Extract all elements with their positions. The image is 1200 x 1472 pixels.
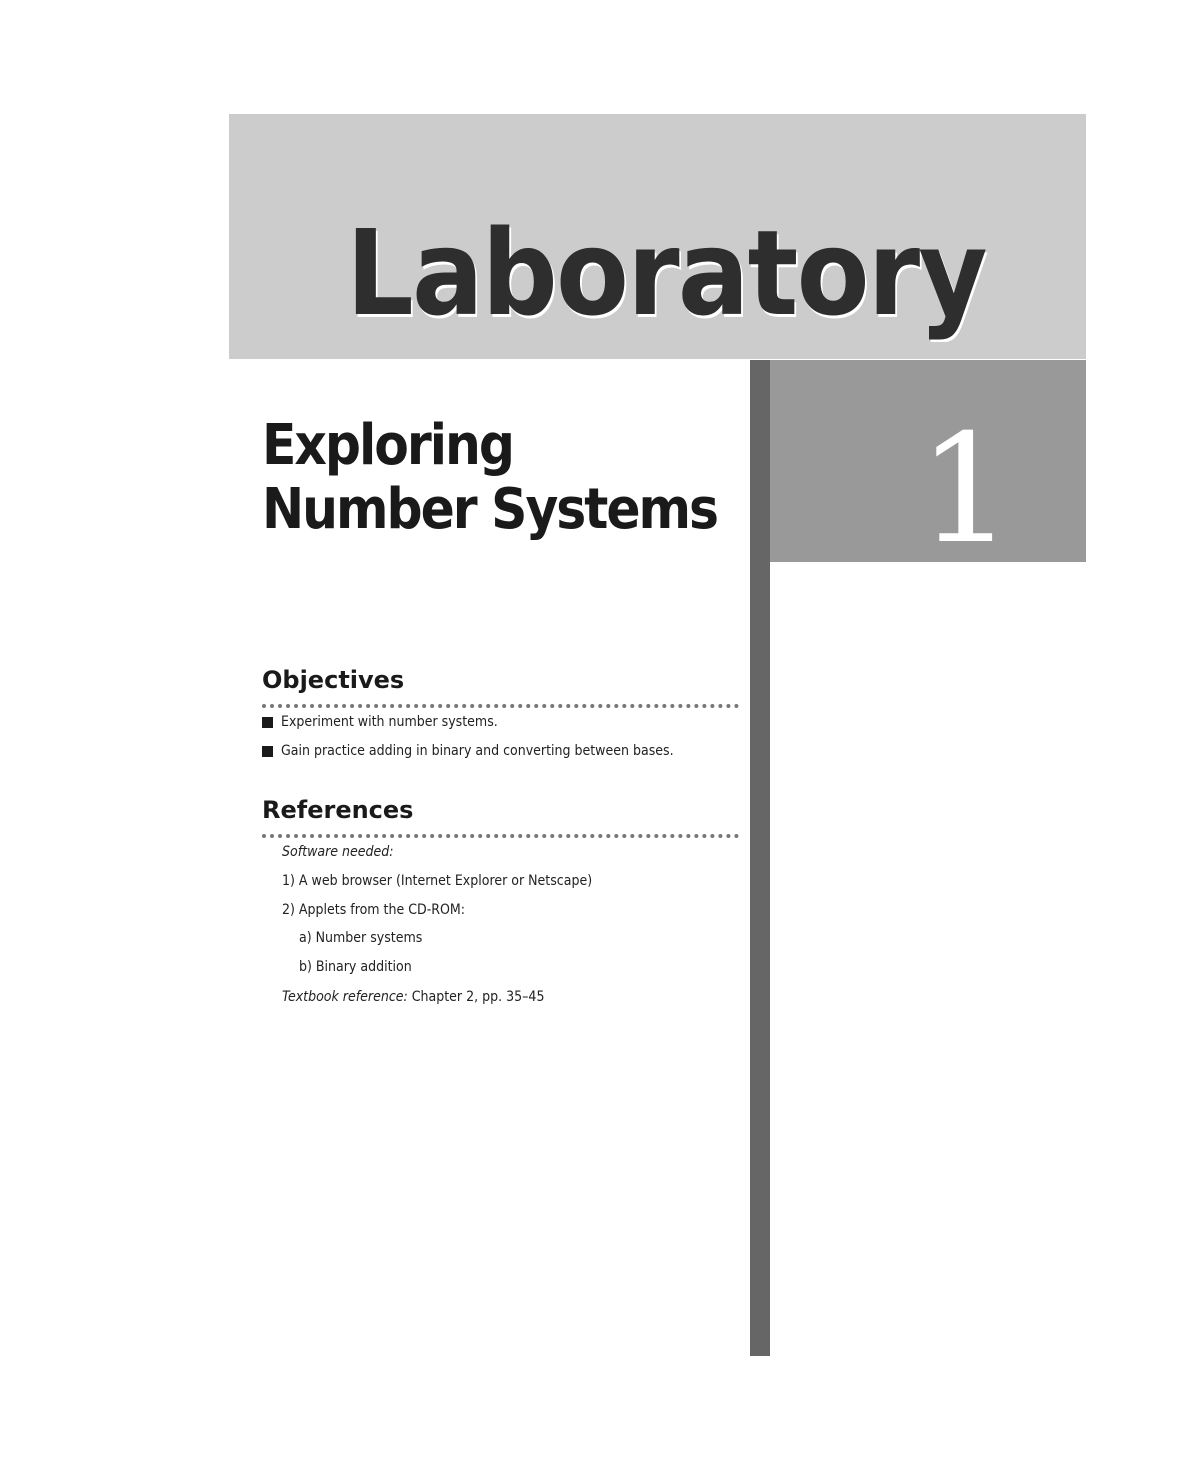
objective-item xyxy=(262,743,674,759)
reference-item: 2) Applets from the CD-ROM: xyxy=(282,902,466,918)
objective-text: Gain practice adding in binary and converting between bases. xyxy=(281,743,674,759)
references-heading: References xyxy=(262,796,414,824)
bullet-square-icon xyxy=(262,717,273,728)
textbook-reference-label: Textbook reference: xyxy=(282,989,408,1005)
software-needed-label: Software needed: xyxy=(282,844,394,860)
chapter-number: 1 xyxy=(918,403,1014,577)
header-band xyxy=(229,114,1086,359)
vertical-bar xyxy=(750,360,770,1356)
header-title: Laboratory xyxy=(346,204,986,342)
reference-subitem: b) Binary addition xyxy=(299,959,412,975)
reference-subitem: a) Number systems xyxy=(299,930,423,946)
objective-item xyxy=(262,714,498,730)
objective-text: Experiment with number systems. xyxy=(281,714,498,730)
reference-item: 1) A web browser (Internet Explorer or Netscape) xyxy=(282,873,593,889)
textbook-reference-value: Chapter 2, pp. 35–45 xyxy=(407,989,545,1005)
objectives-heading: Objectives xyxy=(262,666,405,694)
lab-title: Exploring Number Systems xyxy=(262,413,718,542)
textbook-reference xyxy=(282,989,544,1005)
chapter-number-box xyxy=(770,360,1086,577)
references-divider xyxy=(262,834,739,838)
objectives-divider xyxy=(262,704,739,708)
bullet-square-icon xyxy=(262,746,273,757)
